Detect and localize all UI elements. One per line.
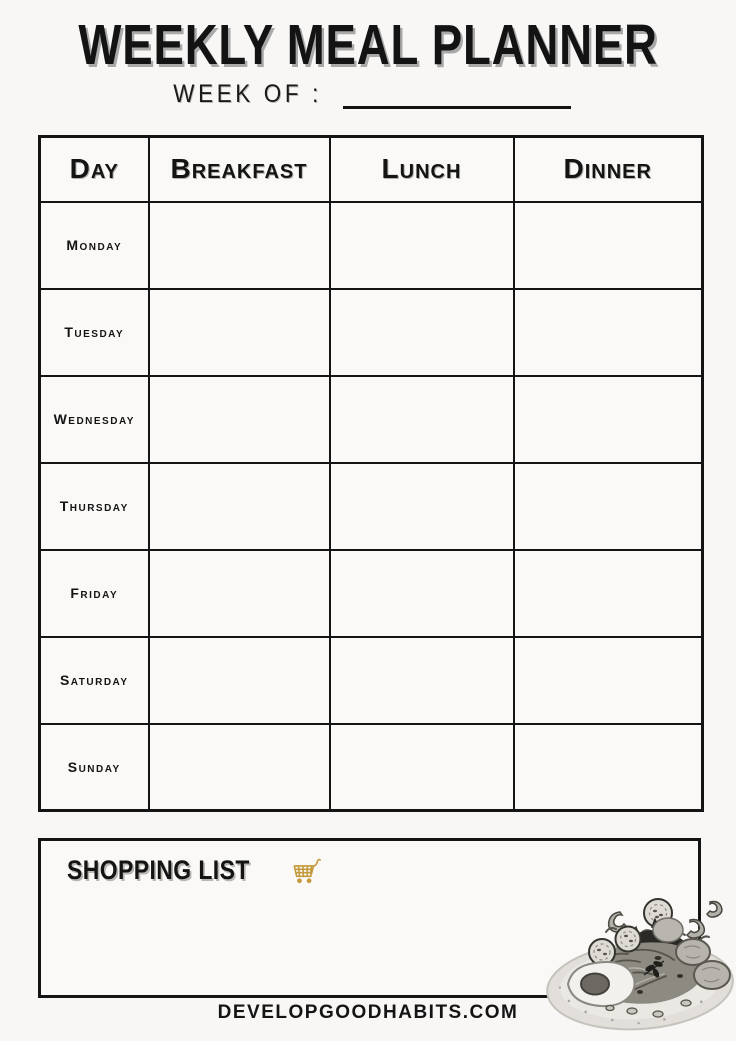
week-of-blank-line[interactable] <box>343 81 571 109</box>
meal-cell-tuesday-dinner[interactable] <box>514 289 703 376</box>
table-row-tuesday <box>40 289 703 376</box>
day-label-sunday: Sunday <box>40 724 149 811</box>
table-row-thursday <box>40 463 703 550</box>
shopping-list-area[interactable] <box>51 899 688 987</box>
meal-cell-friday-breakfast[interactable] <box>149 550 330 637</box>
column-header-dinner: Dinner <box>514 137 703 202</box>
meal-cell-saturday-lunch[interactable] <box>330 637 514 724</box>
meal-cell-monday-lunch[interactable] <box>330 202 514 289</box>
meal-cell-wednesday-dinner[interactable] <box>514 376 703 463</box>
day-label-friday: Friday <box>40 550 149 637</box>
meal-cell-friday-lunch[interactable] <box>330 550 514 637</box>
column-header-lunch: Lunch <box>330 137 514 202</box>
day-label-saturday: Saturday <box>40 637 149 724</box>
meal-cell-sunday-dinner[interactable] <box>514 724 703 811</box>
meal-cell-monday-dinner[interactable] <box>514 202 703 289</box>
meal-cell-sunday-breakfast[interactable] <box>149 724 330 811</box>
meal-cell-friday-dinner[interactable] <box>514 550 703 637</box>
meal-cell-thursday-dinner[interactable] <box>514 463 703 550</box>
meal-cell-wednesday-breakfast[interactable] <box>149 376 330 463</box>
meal-cell-saturday-breakfast[interactable] <box>149 637 330 724</box>
shopping-list-label: SHOPPING LIST <box>67 855 250 885</box>
shopping-cart-icon <box>291 858 323 887</box>
column-header-breakfast: Breakfast <box>149 137 330 202</box>
table-row-sunday <box>40 724 703 811</box>
day-label-monday: Monday <box>40 202 149 289</box>
shopping-list-box <box>38 838 701 998</box>
meal-cell-monday-breakfast[interactable] <box>149 202 330 289</box>
day-label-thursday: Thursday <box>40 463 149 550</box>
meal-planner-table <box>38 135 704 812</box>
table-row-friday <box>40 550 703 637</box>
header-row <box>40 137 703 202</box>
page-title: WEEKLY MEAL PLANNER <box>78 13 658 77</box>
meal-cell-tuesday-breakfast[interactable] <box>149 289 330 376</box>
meal-cell-sunday-lunch[interactable] <box>330 724 514 811</box>
meal-cell-thursday-breakfast[interactable] <box>149 463 330 550</box>
meal-cell-wednesday-lunch[interactable] <box>330 376 514 463</box>
column-header-day: Day <box>40 137 149 202</box>
title-wrap <box>0 12 736 78</box>
meal-cell-tuesday-lunch[interactable] <box>330 289 514 376</box>
shopping-list-header <box>67 855 323 886</box>
footer-website: DEVELOPGOODHABITS.COM <box>217 1002 519 1023</box>
week-of-label: WEEK OF : <box>173 80 323 108</box>
table-row-saturday <box>40 637 703 724</box>
meal-cell-thursday-lunch[interactable] <box>330 463 514 550</box>
meal-cell-saturday-dinner[interactable] <box>514 637 703 724</box>
day-label-tuesday: Tuesday <box>40 289 149 376</box>
week-of-row <box>0 80 736 109</box>
table-row-monday <box>40 202 703 289</box>
day-label-wednesday: Wednesday <box>40 376 149 463</box>
table-row-wednesday <box>40 376 703 463</box>
